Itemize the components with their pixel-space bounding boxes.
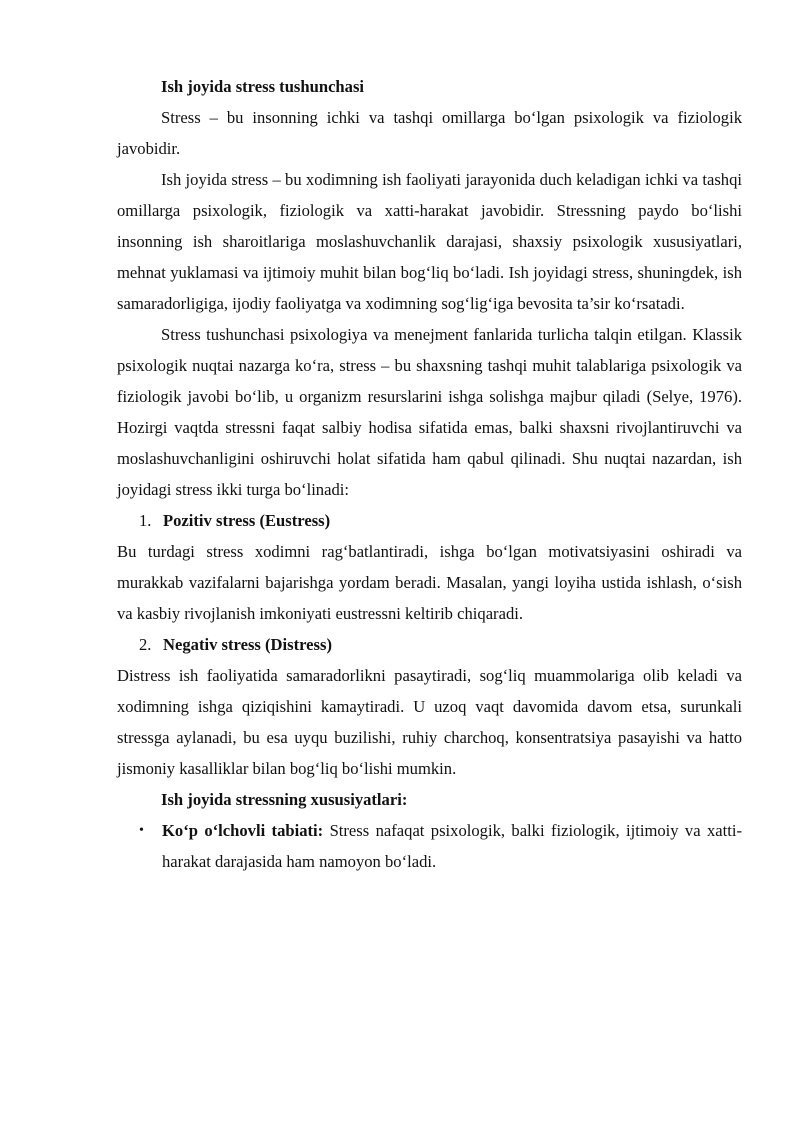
list-item-distress-title [139, 629, 742, 660]
paragraph-definition: Stress – bu insonning ichki va tashqi omillarga bo‘lgan psixologik va fiziologik javobidir. [117, 108, 742, 158]
paragraph-eustress: Bu turdagi stress xodimni rag‘batlantiradi, ishga bo‘lgan motivatsiyasini oshiradi va murakkab vazifalarni bajarishga yordam beradi. Masalan, yangi loyiha ustida ishlash, o‘sish va kasbiy rivojlanish imkoniyati eustressni keltirib chiqaradi. [117, 542, 742, 623]
list-item-title: Pozitiv stress (Eustress) [163, 511, 331, 530]
bullet-text [162, 815, 742, 877]
paragraph-workplace-stress: Ish joyida stress – bu xodimning ish faoliyati jarayonida duch keladigan ichki va tashqi omillarga psixologik, fiziologik va xatti-harakat javobidir. Stressning paydo bo‘lishi insonning ish sharoitlariga moslashuvchanlik darajasi, shaxsiy psixologik xususiyatlari, mehnat yuklamasi va ijtimoiy muhit bilan bog‘liq bo‘ladi. Ish joyidagi stress, shuningdek, ish samaradorligiga, ijodiy faoliyatga va xodimning sog‘lig‘iga bevosita ta’sir ko‘rsatadi. [117, 170, 742, 313]
list-number: 1. [139, 511, 152, 530]
list-number: 2. [139, 635, 152, 654]
bullet-label: Ko‘p o‘lchovli tabiati: [162, 821, 324, 840]
list-item-eustress-title [139, 505, 742, 536]
list-item-title: Negativ stress (Distress) [163, 635, 332, 654]
bullet-symbol: • [139, 823, 144, 838]
bullet-item [139, 815, 742, 877]
section-heading: Ish joyida stress tushunchasi [161, 77, 365, 96]
subsection-heading: Ish joyida stressning xususiyatlari: [161, 790, 408, 809]
bullet-body: Stress nafaqat psixologik, balki fiziologik, ijtimoiy va xatti-harakat darajasida ham namoyon bo‘ladi. [162, 821, 742, 871]
paragraph-distress: Distress ish faoliyatida samaradorlikni pasaytiradi, sog‘liq muammolariga olib keladi va xodimning ishga qiziqishini kamaytiradi. U uzoq vaqt davomida davom etsa, surunkali stressga aylanadi, bu esa uyqu buzilishi, ruhiy charchoq, konsentratsiya pasayishi va hatto jismoniy kasalliklar bilan bog‘liq bo‘lishi mumkin. [117, 666, 742, 778]
paragraph-interpretation: Stress tushunchasi psixologiya va menejment fanlarida turlicha talqin etilgan. Klassik psixologik nuqtai nazarga ko‘ra, stress – bu shaxsning tashqi muhit talablariga psixologik va fiziologik javobi bo‘lib, u organizm resurslarini ishga solishga majbur qiladi (Selye, 1976). Hozirgi vaqtda stressni faqat salbiy hodisa sifatida emas, balki shaxsni rivojlantiruvchi va moslashuvchanligini oshiruvchi holat sifatida ham qabul qilinadi. Shu nuqtai nazardan, ish joyidagi stress ikki turga bo‘linadi: [117, 325, 742, 499]
